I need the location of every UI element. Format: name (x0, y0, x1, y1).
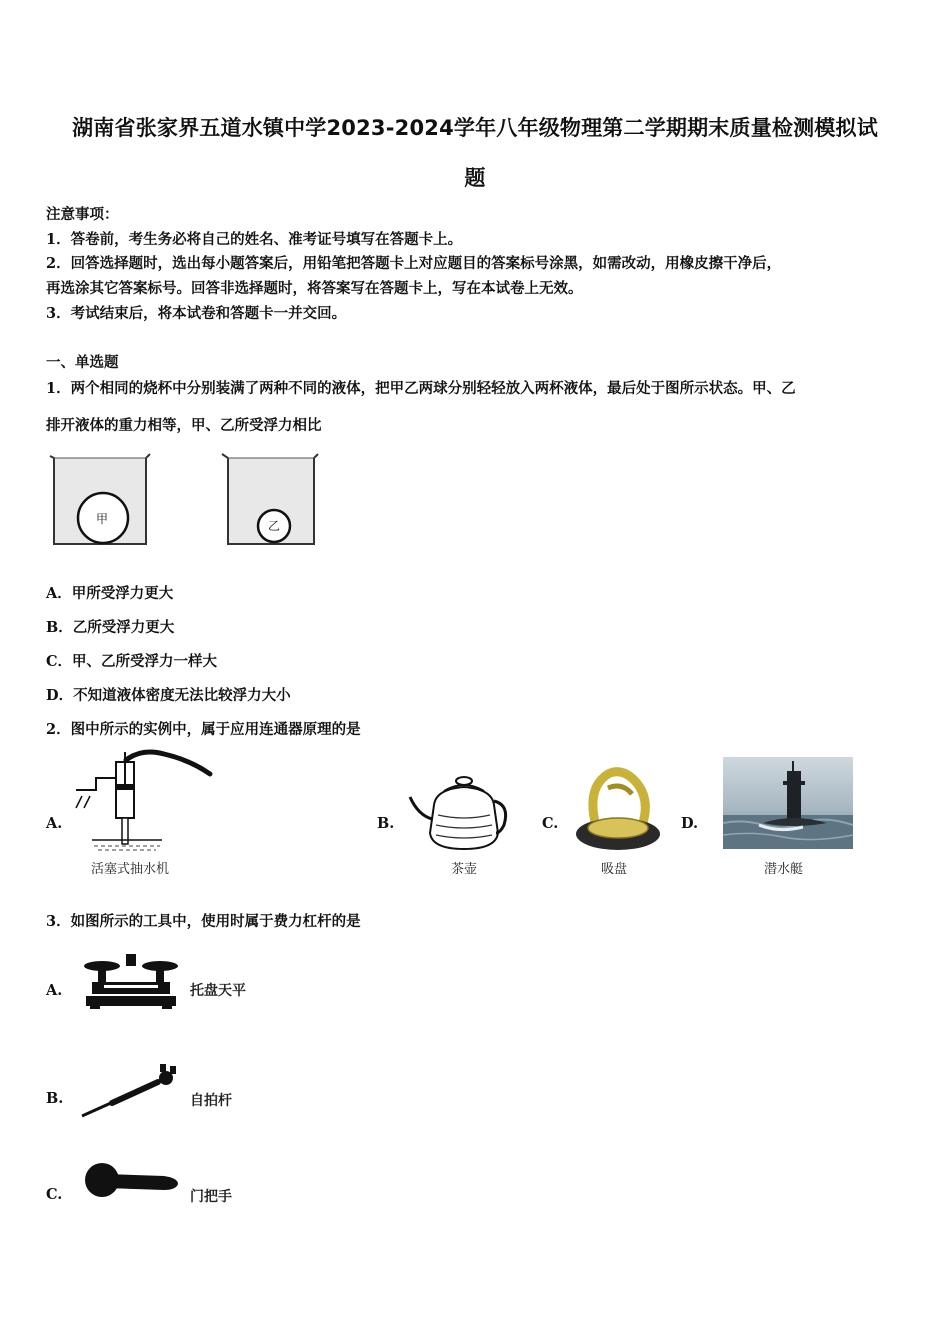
question-3-caption-a: 托盘天平 (190, 983, 246, 999)
notice-heading: 注意事项： (46, 206, 119, 223)
question-1-option-b: B．乙所受浮力更大 (46, 619, 175, 636)
question-3-stem: 3．如图所示的工具中，使用时属于费力杠杆的是 (46, 913, 361, 930)
notice-item-2: 2．回答选择题时，选出每小题答案后，用铅笔把答题卡上对应题目的答案标号涂黑，如需改动，用橡皮擦干净后， (46, 255, 782, 272)
notice-item-2-continued: 再选涂其它答案标号。回答非选择题时，将答案写在答题卡上，写在本试卷上无效。 (46, 280, 583, 297)
question-2-label-c: C. (542, 815, 559, 832)
question-2-caption-d: 潜水艇 (764, 862, 804, 877)
balance-scale-icon (82, 952, 180, 1010)
question-3-caption-c: 门把手 (190, 1189, 232, 1205)
question-3-label-c: C. (46, 1186, 63, 1203)
piston-pump-icon (72, 748, 216, 856)
question-2-caption-b: 茶壶 (451, 862, 478, 877)
ball-label-a: 甲 (96, 512, 109, 526)
teapot-icon (406, 775, 510, 853)
suction-cup-icon (572, 764, 664, 854)
question-2-label-d: D. (681, 815, 699, 832)
question-1-stem-continued: 排开液体的重力相等，甲、乙所受浮力相比 (46, 417, 322, 434)
question-2-stem: 2．图中所示的实例中，属于应用连通器原理的是 (46, 721, 361, 738)
question-1-option-c: C．甲、乙所受浮力一样大 (46, 653, 218, 670)
question-2-caption-a: 活塞式抽水机 (91, 862, 170, 877)
submarine-photo (723, 757, 853, 849)
page-title: 湖南省张家界五道水镇中学2023-2024学年八年级物理第二学期期末质量检测模拟试 (72, 116, 878, 140)
question-3-label-a: A. (46, 982, 63, 999)
question-3-label-b: B. (46, 1090, 64, 1107)
section-heading: 一、单选题 (46, 354, 119, 371)
notice-item-3: 3．考试结束后，将本试卷和答题卡一并交回。 (46, 305, 347, 322)
question-3-caption-b: 自拍杆 (190, 1093, 232, 1109)
selfie-stick-icon (78, 1060, 182, 1122)
question-1-option-a: A．甲所受浮力更大 (46, 585, 174, 602)
question-2-label-a: A. (46, 815, 63, 832)
door-handle-icon (82, 1162, 182, 1200)
beaker-a-figure (48, 450, 152, 548)
question-1-stem: 1．两个相同的烧杯中分别装满了两种不同的液体，把甲乙两球分别轻轻放入两杯液体，最后处于图所示状态。甲、乙 (46, 380, 796, 397)
ball-label-b: 乙 (268, 519, 281, 533)
question-1-option-d: D．不知道液体密度无法比较浮力大小 (46, 687, 291, 704)
question-2-caption-c: 吸盘 (601, 862, 628, 877)
question-2-label-b: B. (377, 815, 395, 832)
notice-item-1: 1．答卷前，考生务必将自己的姓名、准考证号填写在答题卡上。 (46, 231, 463, 248)
page-title-continued: 题 (464, 166, 486, 190)
